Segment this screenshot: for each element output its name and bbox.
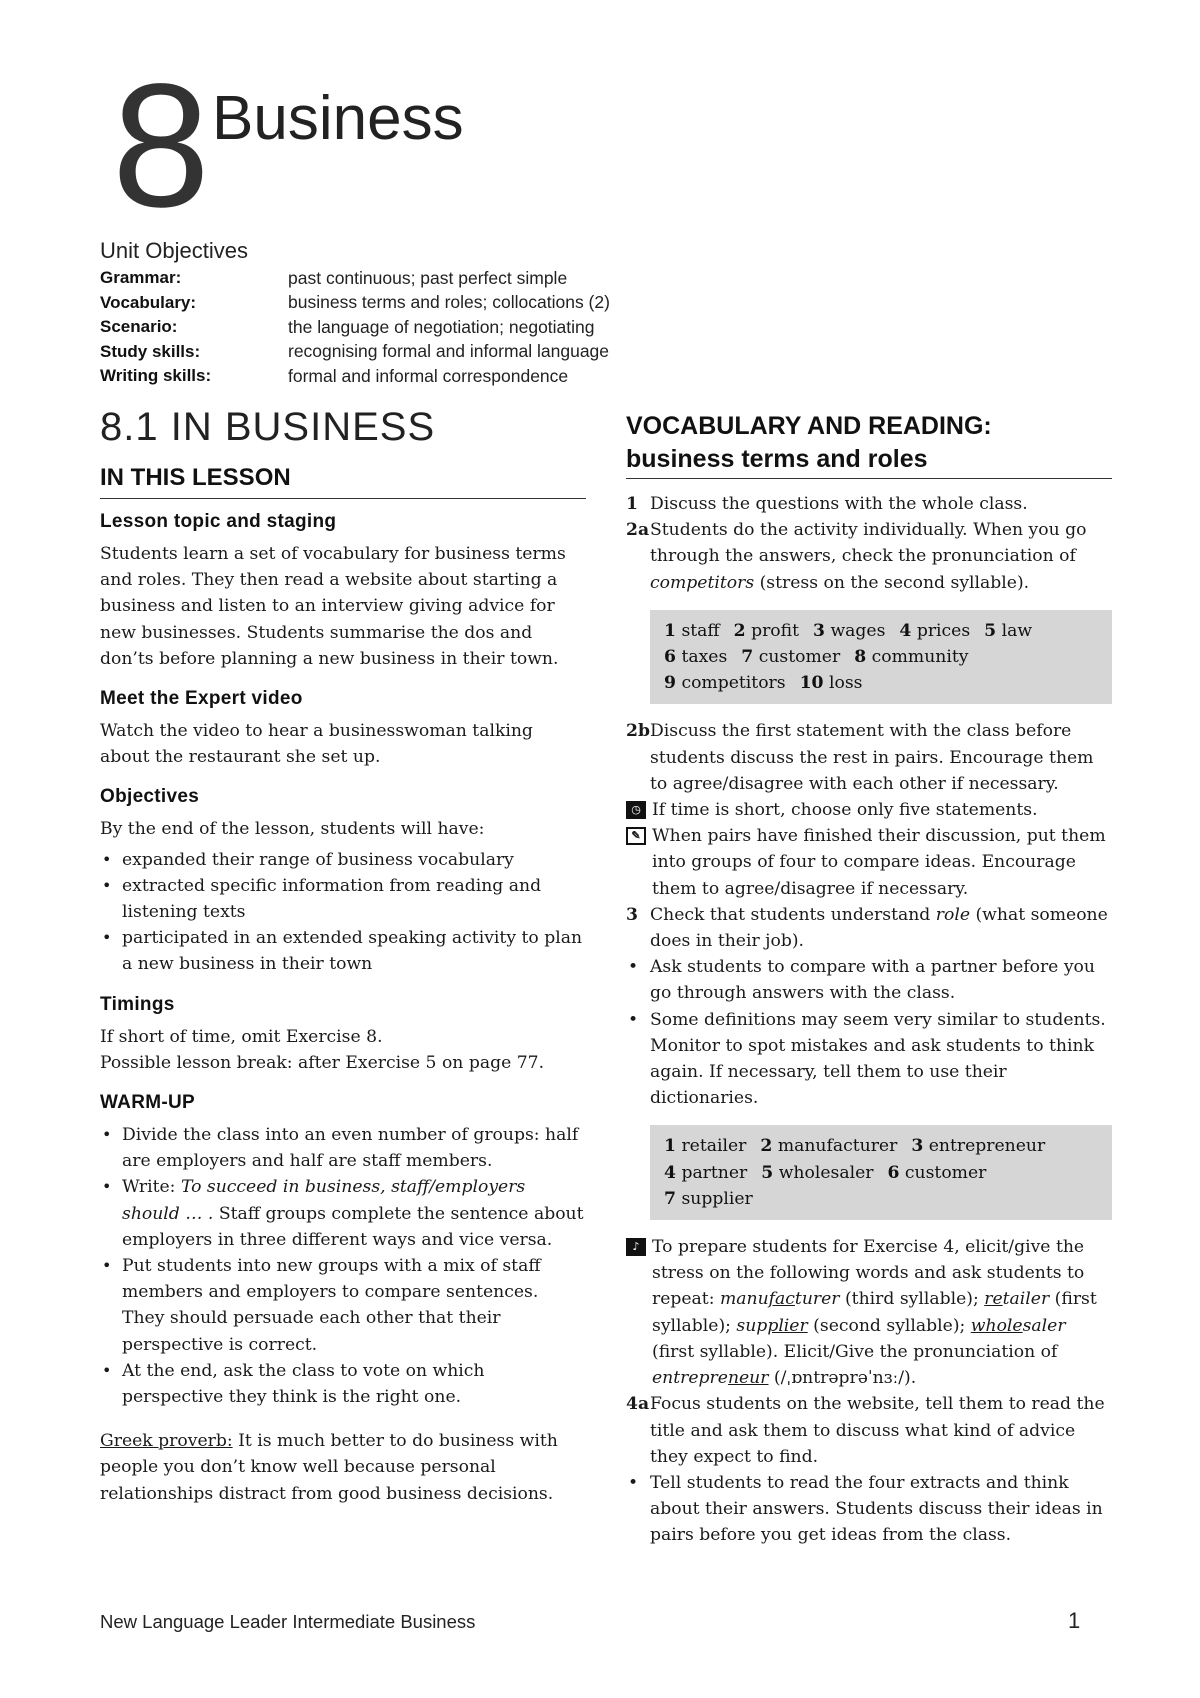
answer-item <box>887 1163 986 1183</box>
objective-label: Study skills: <box>100 341 201 361</box>
answer-word: law <box>1001 620 1033 641</box>
answer-number: 5 <box>761 1162 774 1183</box>
right-column <box>626 410 1112 1549</box>
warmup-instruction: Staff groups complete the sentence about employers in three different ways and vice versa. <box>122 1203 584 1250</box>
answer-word: prices <box>916 620 971 641</box>
answer-item <box>761 1163 873 1183</box>
answer-item <box>664 673 786 693</box>
exercise-text-part: (stress on the second syllable). <box>754 572 1030 593</box>
exercise-text: Discuss the questions with the whole class. <box>650 494 1028 514</box>
answer-number: 9 <box>664 673 676 694</box>
answer-item <box>760 1136 897 1156</box>
objective-label: Grammar: <box>100 268 182 288</box>
vocab-reading-heading <box>626 410 1112 479</box>
unit-number: 8 <box>112 48 206 244</box>
answer-word: customer <box>904 1162 987 1183</box>
extension-tip <box>626 823 1112 902</box>
answer-number: 4 <box>899 620 912 641</box>
answer-word: taxes <box>681 647 728 668</box>
answer-item <box>734 621 799 641</box>
bullet-text: Some definitions may seem very similar to students. Monitor to spot mistakes and ask students to think again. If necessary, tell them to use their dictionaries. <box>650 1009 1106 1109</box>
warmup-sentence-prompt: To succeed in business, staff/employers should … . <box>122 1177 526 1224</box>
short-time-tip <box>626 797 1112 823</box>
topic-text: Students learn a set of vocabulary for business terms and roles. They then read a website about starting a business and listen to an interview giving advice for new businesses. Students summarise the dos and don’ts before planning a new business in their town. <box>100 544 566 669</box>
topic-heading: Lesson topic and staging <box>100 511 337 532</box>
answer-item <box>911 1136 1045 1156</box>
page-number: 1 <box>1068 1608 1081 1633</box>
objective-value: recognising formal and informal language <box>288 341 610 362</box>
exercise-text-part: Check that students understand <box>650 904 936 925</box>
answer-word: entrepreneur <box>928 1136 1046 1157</box>
exercise-1 <box>626 491 1112 517</box>
answer-item <box>854 647 968 667</box>
exercise-keyword: competitors <box>650 572 755 593</box>
stress-word-retailer: retailer <box>984 1289 1050 1310</box>
answer-number: 3 <box>813 620 825 641</box>
answer-item <box>664 1189 753 1209</box>
objectives-list <box>100 847 586 978</box>
list-item: • extracted specific information from reading and listening texts <box>100 873 586 925</box>
exercise-number: 2b <box>626 721 650 742</box>
exercise-number: 1 <box>626 494 638 514</box>
left-column <box>100 404 586 1521</box>
answer-number: 6 <box>887 1162 900 1183</box>
footer-book-title: New Language Leader Intermediate Business <box>100 1611 476 1632</box>
warmup-list <box>100 1122 586 1410</box>
objective-value: the language of negotiation; negotiating <box>288 316 595 337</box>
stress-word-wholesaler: wholesaler <box>970 1315 1066 1336</box>
answer-number: 6 <box>664 647 676 668</box>
answer-number: 2 <box>760 1136 773 1157</box>
tip-text-part: (first syllable). Elicit/Give the pronunciation of <box>652 1341 1058 1362</box>
answer-key-2a <box>650 610 1112 705</box>
answer-word: partner <box>681 1162 748 1183</box>
list-item: • Divide the class into an even number of groups: half are employers and half are staff members. <box>100 1122 586 1174</box>
objective-label: Vocabulary: <box>100 292 197 312</box>
lesson-title: 8.1 IN BUSINESS <box>100 405 436 449</box>
answer-word: wages <box>830 620 886 641</box>
clock-icon: ◷ <box>626 801 646 819</box>
bullet-text: Tell students to read the four extracts and think about their answers. Students discuss their ideas in pairs before you get ideas from the class. <box>650 1472 1103 1546</box>
answer-number: 2 <box>733 620 746 641</box>
exercise-number: 3 <box>626 904 638 925</box>
exercise-number: 4a <box>626 1394 650 1415</box>
answer-word: customer <box>758 647 841 668</box>
exercise-text: Focus students on the website, tell them to read the title and ask them to discuss what kind of advice they expect to find. <box>650 1394 1105 1467</box>
objective-row-study-skills <box>100 340 740 365</box>
exercise-4a <box>626 1391 1112 1470</box>
answer-number: 5 <box>984 620 997 641</box>
expert-heading: Meet the Expert video <box>100 688 303 710</box>
answer-item <box>664 621 720 641</box>
exercise-text: Discuss the first statement with the class before students discuss the rest in pairs. Encourage them to agree/disagree with each other if necessary. <box>650 721 1094 794</box>
answer-number: 3 <box>911 1136 924 1157</box>
exercise-text-part: Students do the activity individually. When you go through the answers, check the pronunciation of <box>650 520 1087 567</box>
tip-text: If time is short, choose only five statements. <box>652 800 1038 821</box>
objective-label: Writing skills: <box>100 366 212 386</box>
answer-number: 8 <box>854 647 867 668</box>
tip-text <box>652 1234 1112 1391</box>
objectives-heading: Objectives <box>100 786 200 808</box>
answer-item <box>664 1163 747 1183</box>
objective-row-writing-skills <box>100 364 740 389</box>
heading-line: VOCABULARY AND READING: <box>626 412 992 440</box>
list-item <box>100 1174 586 1253</box>
objective-row-vocabulary <box>100 291 740 316</box>
stress-word-entrepreneur: entrepreneur <box>652 1368 769 1389</box>
exercise-text <box>650 517 1112 596</box>
answer-number: 4 <box>664 1162 676 1183</box>
pronunciation-tip <box>626 1234 1112 1391</box>
greek-proverb <box>100 1428 586 1507</box>
objective-value: business terms and roles; collocations (2) <box>288 292 610 313</box>
objective-label: Scenario: <box>100 317 178 337</box>
proverb-text: It is much better to do business with people you don’t know well because personal relationships distract from good business decisions. <box>100 1431 558 1504</box>
pronunciation-icon: ♪ <box>626 1238 646 1256</box>
proverb-label: Greek proverb: <box>100 1431 233 1452</box>
unit-objectives <box>100 238 740 389</box>
answer-word: competitors <box>681 673 786 694</box>
warmup-write-label: Write: <box>122 1177 181 1198</box>
answer-number: 7 <box>741 647 754 668</box>
exercise-number: 2a <box>626 520 650 541</box>
timings-line: Possible lesson break: after Exercise 5 on page 77. <box>100 1052 545 1073</box>
unit-title: Business <box>212 84 464 153</box>
exercise-text-part: (what someone does in their job). <box>650 904 1108 952</box>
list-item <box>626 954 1112 1006</box>
answer-word: supplier <box>681 1188 753 1209</box>
answer-item <box>899 621 970 641</box>
exercise-2b <box>626 718 1112 797</box>
bullet-text: Ask students to compare with a partner before you go through answers with the class. <box>650 957 1095 1004</box>
tip-text-part: (/ˌɒntrəprəˈnɜː/). <box>768 1368 917 1389</box>
list-item <box>626 1007 1112 1112</box>
exercise-text <box>650 902 1112 954</box>
tip-text-part: (second syllable); <box>807 1315 971 1336</box>
answer-number: 7 <box>664 1188 676 1209</box>
expert-text: Watch the video to hear a businesswoman talking about the restaurant she set up. <box>100 721 533 768</box>
stress-word-supplier: supplier <box>736 1315 808 1336</box>
list-item: • expanded their range of business vocabulary <box>100 847 586 873</box>
tip-text-part: (first syllable); <box>652 1289 1097 1336</box>
list-item: • At the end, ask the class to vote on which perspective they think is the right one. <box>100 1358 586 1410</box>
answer-item <box>813 621 885 641</box>
tip-text-part: (third syllable); <box>839 1289 985 1310</box>
objectives-intro: By the end of the lesson, students will have: <box>100 819 485 840</box>
list-item <box>626 1470 1112 1549</box>
answer-item <box>664 647 727 667</box>
bullet-icon: • <box>628 1472 639 1493</box>
pencil-icon: ✎ <box>626 827 646 845</box>
bullet-icon: • <box>628 957 639 978</box>
bullet-icon: • <box>628 1009 639 1030</box>
tip-text-part: To prepare students for Exercise 4, elicit/give the stress on the following words and ask students to repeat: <box>652 1237 1085 1310</box>
answer-number: 1 <box>664 1136 676 1157</box>
answer-item <box>800 673 863 693</box>
answer-item <box>741 647 840 667</box>
objective-row-grammar <box>100 266 740 291</box>
answer-word: wholesaler <box>778 1162 874 1183</box>
answer-word: profit <box>751 620 799 641</box>
answer-item <box>664 1136 746 1156</box>
exercise-3 <box>626 902 1112 954</box>
warmup-heading: WARM-UP <box>100 1092 195 1114</box>
objective-value: past continuous; past perfect simple <box>288 267 568 288</box>
answer-word: loss <box>828 673 863 694</box>
answer-word: manufacturer <box>777 1136 898 1157</box>
objective-row-scenario <box>100 315 740 340</box>
heading-line: business terms and roles <box>626 445 928 473</box>
answer-word: retailer <box>681 1136 747 1157</box>
answer-number: 1 <box>664 620 676 641</box>
exercise-keyword: role <box>935 904 970 925</box>
answer-word: staff <box>681 620 720 641</box>
in-this-lesson-heading: IN THIS LESSON <box>100 464 586 499</box>
timings-line: If short of time, omit Exercise 8. <box>100 1026 383 1047</box>
list-item: • Put students into new groups with a mix of staff members and employers to compare sentences. They should persuade each other that their perspective is correct. <box>100 1253 586 1358</box>
answer-item <box>984 621 1032 641</box>
answer-key-3 <box>650 1125 1112 1220</box>
timings-heading: Timings <box>100 993 175 1015</box>
unit-objectives-title: Unit Objectives <box>100 238 248 263</box>
answer-word: community <box>871 647 969 668</box>
answer-number: 10 <box>799 673 824 694</box>
stress-word-manufacturer: manufacturer <box>719 1289 840 1310</box>
tip-text: When pairs have finished their discussion, put them into groups of four to compare ideas. Encourage them to agree/disagree if necessary. <box>652 826 1106 899</box>
objective-value: formal and informal correspondence <box>288 365 569 386</box>
list-item: • participated in an extended speaking activity to plan a new business in their town <box>100 925 586 977</box>
exercise-2a <box>626 517 1112 596</box>
